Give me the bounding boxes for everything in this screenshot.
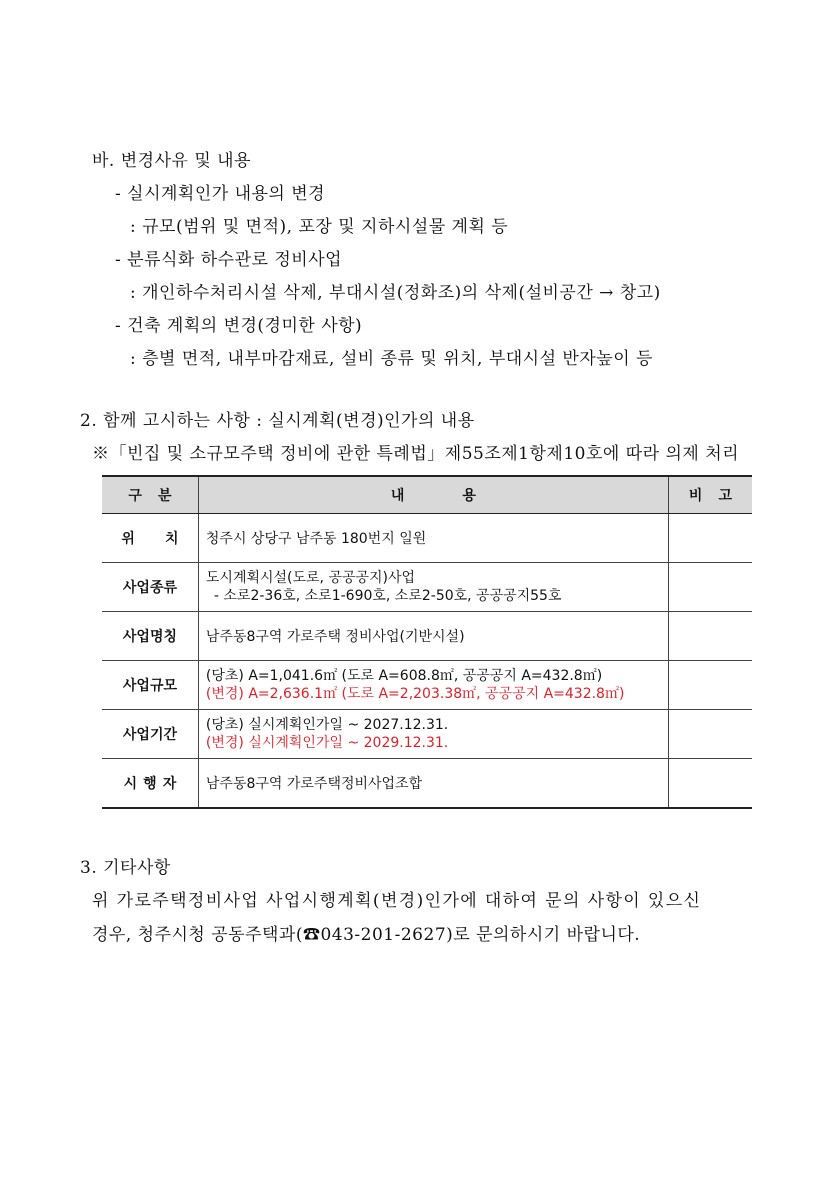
row-label-project-period: 사업기간	[102, 710, 198, 759]
table-row	[102, 514, 752, 563]
section-2-heading: 2. 함께 고시하는 사항 : 실시계획(변경)인가의 내용	[80, 411, 475, 431]
row-label-project-name: 사업명칭	[102, 612, 198, 661]
header-content: 내용	[198, 476, 668, 514]
row-content-project-scale	[198, 661, 668, 710]
row-note	[668, 759, 752, 808]
table-row	[102, 661, 752, 710]
row-content-operator: 남주동8구역 가로주택정비사업조합	[198, 759, 668, 808]
row-content-project-type	[198, 563, 668, 612]
table-row	[102, 759, 752, 808]
row-label-operator: 시행자	[102, 759, 198, 808]
header-category: 구분	[102, 476, 198, 514]
header-remarks: 비고	[668, 476, 752, 514]
scale-original: (당초) A=1,041.6㎡ (도로 A=608.8㎡, 공공공지 A=432.8㎡)	[205, 668, 603, 684]
row-label-location: 위치	[102, 514, 198, 563]
section-3-heading: 3. 기타사항	[80, 858, 171, 878]
row-content-project-name: 남주동8구역 가로주택 정비사업(기반시설)	[198, 612, 668, 661]
section-ba-detail-3: : 층별 면적, 내부마감재료, 설비 종류 및 위치, 부대시설 반자높이 등	[130, 349, 653, 369]
section-3-body-line1: 위 가로주택정비사업 사업시행계획(변경)인가에 대하여 문의 사항이 있으신	[92, 891, 702, 911]
section-ba-detail-2: : 개인하수처리시설 삭제, 부대시설(정화조)의 삭제(설비공간 → 창고)	[130, 283, 661, 303]
row-content-project-period	[198, 710, 668, 759]
period-changed: (변경) 실시계획인가일 ~ 2029.12.31.	[205, 735, 449, 751]
row-content-location: 청주시 상당구 남주동 180번지 일원	[198, 514, 668, 563]
project-type-line1: 도시계획시설(도로, 공공공지)사업	[205, 570, 416, 586]
section-ba-item-2: - 분류식화 하수관로 정비사업	[115, 250, 343, 270]
project-info-table	[102, 475, 752, 809]
section-2-note: ※「빈집 및 소규모주택 정비에 관한 특례법」제55조제1항제10호에 따라 의제 처리	[92, 444, 740, 464]
section-ba-item-3: - 건축 계획의 변경(경미한 사항)	[115, 316, 363, 336]
section-ba-item-1: - 실시계획인가 내용의 변경	[115, 184, 326, 204]
table-row	[102, 563, 752, 612]
row-note	[668, 710, 752, 759]
row-label-project-type: 사업종류	[102, 563, 198, 612]
row-note	[668, 563, 752, 612]
table-row	[102, 710, 752, 759]
table-row	[102, 612, 752, 661]
row-note	[668, 514, 752, 563]
section-ba-detail-1: : 규모(범위 및 면적), 포장 및 지하시설물 계획 등	[130, 217, 509, 237]
section-3-body-line2: 경우, 청주시청 공동주택과(☎043-201-2627)로 문의하시기 바랍니다.	[92, 925, 641, 945]
row-note	[668, 661, 752, 710]
row-note	[668, 612, 752, 661]
project-type-line2: - 소로2-36호, 소로1-690호, 소로2-50호, 공공공지55호	[213, 588, 562, 604]
table-header-row	[102, 476, 752, 514]
section-ba-heading: 바. 변경사유 및 내용	[92, 151, 251, 171]
period-original: (당초) 실시계획인가일 ~ 2027.12.31.	[205, 717, 449, 733]
row-label-project-scale: 사업규모	[102, 661, 198, 710]
scale-changed: (변경) A=2,636.1㎡ (도로 A=2,203.38㎡, 공공공지 A=432.8㎡)	[205, 686, 625, 702]
